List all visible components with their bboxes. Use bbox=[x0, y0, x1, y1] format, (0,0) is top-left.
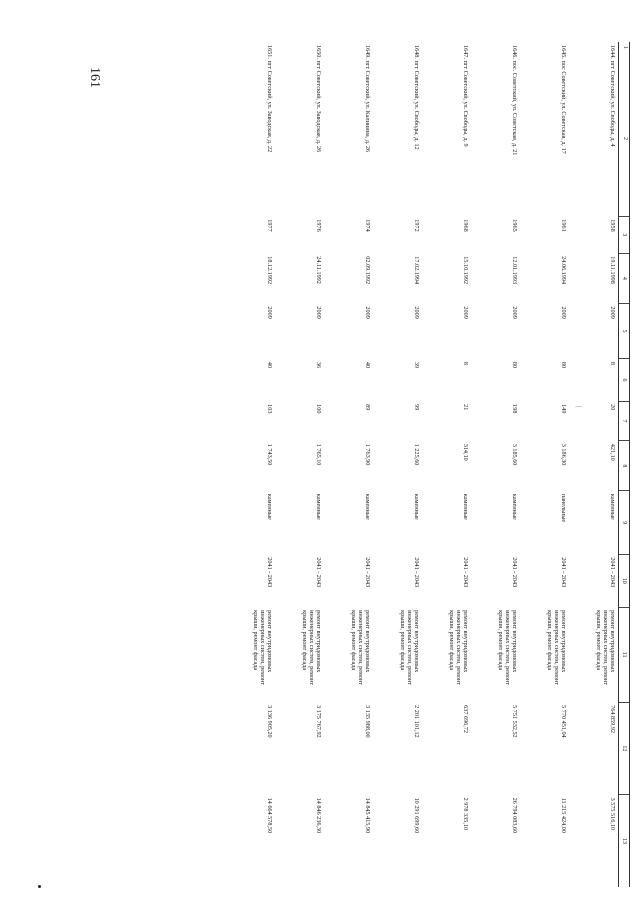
year-cell: 2009 bbox=[413, 306, 420, 319]
work-type-cell: ремонт внутридомовых инженерных систем, ремонт крыши, ремонт фасада bbox=[496, 610, 518, 686]
repair-period-cell: 2041 - 2043 bbox=[462, 557, 469, 588]
total-cost-cell: 26 794 083,60 bbox=[511, 797, 518, 834]
floors-cell: 80 bbox=[560, 361, 567, 369]
repair-period-cell: 2041 - 2043 bbox=[364, 557, 371, 588]
floors-cell: 8 bbox=[609, 361, 616, 365]
wall-material-cell: каменные bbox=[413, 493, 420, 520]
registry-table-sheet bbox=[105, 42, 630, 887]
table-row bbox=[373, 42, 422, 887]
scan-mark: ⌒ bbox=[575, 406, 583, 415]
table-body bbox=[226, 42, 619, 887]
column-number: 13 bbox=[619, 795, 630, 887]
year-built-cell: 1977 bbox=[266, 219, 273, 232]
address-cell: 1644. пгт Советский, ул. Свободы, д. 4 bbox=[609, 45, 616, 147]
wall-material-cell: каменные bbox=[609, 493, 616, 520]
address-cell: 1651. пгт Советский, ул. Заводская, д. 22 bbox=[266, 45, 273, 153]
repair-period-cell: 2041 - 2043 bbox=[511, 557, 518, 588]
column-number: 4 bbox=[619, 253, 630, 303]
column-number: 1 bbox=[622, 46, 628, 49]
work-type-cell: ремонт внутридомовых инженерных систем, ремонт крыши, ремонт фасада bbox=[447, 610, 469, 686]
repair-period-cell: 2041 - 2043 bbox=[560, 557, 567, 588]
year-cell: 2009 bbox=[511, 306, 518, 319]
apartments-cell: 21 bbox=[462, 404, 469, 411]
table-row bbox=[569, 42, 619, 887]
cost-cell: 764 859,92 bbox=[609, 705, 616, 733]
repair-period-cell: 2041 - 2043 bbox=[609, 557, 616, 588]
wall-material-cell: каменные bbox=[315, 493, 322, 520]
work-type-cell: ремонт внутридомовых инженерных систем, ремонт крыши, ремонт фасада bbox=[349, 610, 371, 686]
table-row bbox=[324, 42, 373, 887]
total-cost-cell: 14 664 578,50 bbox=[266, 797, 273, 834]
area-cell: 3 186,30 bbox=[560, 443, 567, 466]
column-number: 8 bbox=[619, 441, 630, 491]
floors-cell: 8 bbox=[462, 361, 469, 365]
apartments-cell: 198 bbox=[511, 404, 518, 414]
apartments-cell: 103 bbox=[266, 404, 273, 414]
floors-cell: 40 bbox=[364, 361, 371, 369]
scan-dot bbox=[38, 885, 41, 888]
work-type-cell: ремонт внутридомовых инженерных систем, ремонт крыши, ремонт фасада bbox=[594, 610, 616, 686]
area-cell: 314,10 bbox=[462, 443, 469, 461]
registration-date-cell: 15.10.1992 bbox=[462, 256, 469, 285]
total-cost-cell: 14 845 415,90 bbox=[364, 797, 371, 834]
total-cost-cell: 11 215 424,00 bbox=[560, 797, 567, 833]
column-number: 11 bbox=[619, 607, 630, 702]
total-cost-cell: 2 978 335,10 bbox=[462, 797, 469, 831]
cost-cell: 5 770 451,04 bbox=[560, 705, 567, 738]
apartments-cell: 149 bbox=[560, 404, 567, 414]
table-row bbox=[520, 42, 569, 887]
table-row bbox=[471, 42, 520, 887]
address-cell: 1645. пос Советский, ул. Советская, д. 17 bbox=[560, 45, 567, 154]
address-cell: 1650. пгт Советский, ул. Заводская, д. 26 bbox=[315, 45, 322, 153]
page-number: 161 bbox=[87, 67, 102, 88]
apartments-cell: 89 bbox=[364, 404, 371, 411]
area-cell: 1 225,60 bbox=[413, 443, 420, 466]
wall-material-cell: панельные bbox=[560, 493, 567, 523]
floors-cell: 36 bbox=[315, 361, 322, 369]
year-built-cell: 1965 bbox=[511, 219, 518, 232]
repair-period-cell: 2041 - 2043 bbox=[413, 557, 420, 588]
year-built-cell: 1976 bbox=[315, 219, 322, 232]
floors-cell: 39 bbox=[413, 361, 420, 369]
table-header bbox=[619, 42, 630, 887]
registration-date-cell: 24.11.1992 bbox=[315, 256, 322, 284]
column-number: 2 bbox=[622, 137, 628, 140]
wall-material-cell: каменные bbox=[266, 493, 273, 520]
registration-date-cell: 02.09.1992 bbox=[364, 256, 371, 285]
registration-date-cell: 24.06.1994 bbox=[560, 256, 567, 285]
capital-repair-table bbox=[226, 42, 630, 887]
wall-material-cell: каменные bbox=[462, 493, 469, 520]
year-cell: 2009 bbox=[462, 306, 469, 319]
registration-date-cell: 17.02.1994 bbox=[413, 256, 420, 285]
cost-cell: 2 201 101,12 bbox=[413, 705, 420, 738]
work-type-cell: ремонт внутридомовых инженерных систем, ремонт крыши, ремонт фасада bbox=[300, 610, 322, 686]
column-number: 9 bbox=[619, 491, 630, 554]
column-number: 10 bbox=[619, 554, 630, 607]
address-cell: 1649. пгт Советский, ул. Калинина, д. 26 bbox=[364, 45, 371, 153]
column-number: 12 bbox=[619, 702, 630, 794]
address-cell: 1648. пгт Советский, ул. Свободы, д. 12 bbox=[413, 45, 420, 150]
apartments-cell: 99 bbox=[413, 404, 420, 411]
cost-cell: 5 751 532,52 bbox=[511, 705, 518, 738]
year-cell: 2009 bbox=[364, 306, 371, 319]
year-cell: 2009 bbox=[266, 306, 273, 319]
work-type-cell: ремонт внутридомовых инженерных систем, ремонт крыши, ремонт фасада bbox=[398, 610, 420, 686]
column-number: 6 bbox=[619, 359, 630, 401]
cost-cell: 3 136 905,20 bbox=[266, 705, 273, 738]
year-built-cell: 1958 bbox=[609, 219, 616, 232]
column-number-cell bbox=[619, 42, 630, 216]
registration-date-cell: 12.01.1993 bbox=[511, 256, 518, 285]
area-cell: 1 743,50 bbox=[266, 443, 273, 466]
wall-material-cell: каменные bbox=[511, 493, 518, 520]
table-row bbox=[275, 42, 324, 887]
year-cell: 2009 bbox=[560, 306, 567, 319]
repair-period-cell: 2041 - 2043 bbox=[266, 557, 273, 588]
year-built-cell: 1972 bbox=[413, 219, 420, 232]
year-built-cell: 1974 bbox=[364, 219, 371, 232]
column-number-row bbox=[619, 42, 630, 887]
area-cell: 1 763,90 bbox=[364, 443, 371, 466]
total-cost-cell: 14 846 236,30 bbox=[315, 797, 322, 834]
year-built-cell: 1968 bbox=[462, 219, 469, 232]
year-cell: 2009 bbox=[315, 306, 322, 319]
column-number: 5 bbox=[619, 303, 630, 358]
wall-material-cell: каменные bbox=[364, 493, 371, 520]
area-cell: 421,10 bbox=[609, 443, 616, 461]
address-cell: 1647. пгт Советский, ул. Свободы, д. 9 bbox=[462, 45, 469, 147]
column-number: 7 bbox=[619, 401, 630, 441]
floors-cell: 40 bbox=[266, 361, 273, 369]
work-type-cell: ремонт внутридомовых инженерных систем, ремонт крыши, ремонт фасада bbox=[251, 610, 273, 686]
cost-cell: 3 135 988,00 bbox=[364, 705, 371, 738]
table-row bbox=[226, 42, 275, 887]
cost-cell: 3 175 767,92 bbox=[315, 705, 322, 738]
total-cost-cell: 3 575 516,10 bbox=[609, 797, 616, 831]
registration-date-cell: 19.11.1998 bbox=[609, 256, 616, 284]
address-cell: 1646. пос. Советский, ул. Советская, д. 21 bbox=[511, 45, 518, 156]
area-cell: 3 185,60 bbox=[511, 443, 518, 466]
registration-date-cell: 18.12.1992 bbox=[266, 256, 273, 285]
work-type-cell: ремонт внутридомовых инженерных систем, ремонт крыши, ремонт фасада bbox=[545, 610, 567, 686]
apartments-cell: 100 bbox=[315, 404, 322, 414]
cost-cell: 637 696,72 bbox=[462, 705, 469, 733]
year-cell: 2009 bbox=[609, 306, 616, 319]
table-row bbox=[422, 42, 471, 887]
floors-cell: 80 bbox=[511, 361, 518, 369]
total-cost-cell: 10 291 699,60 bbox=[413, 797, 420, 834]
year-built-cell: 1961 bbox=[560, 219, 567, 232]
area-cell: 1 765,10 bbox=[315, 443, 322, 466]
apartments-cell: 20 bbox=[609, 404, 616, 411]
repair-period-cell: 2041 - 2043 bbox=[315, 557, 322, 588]
column-number: 3 bbox=[619, 216, 630, 253]
